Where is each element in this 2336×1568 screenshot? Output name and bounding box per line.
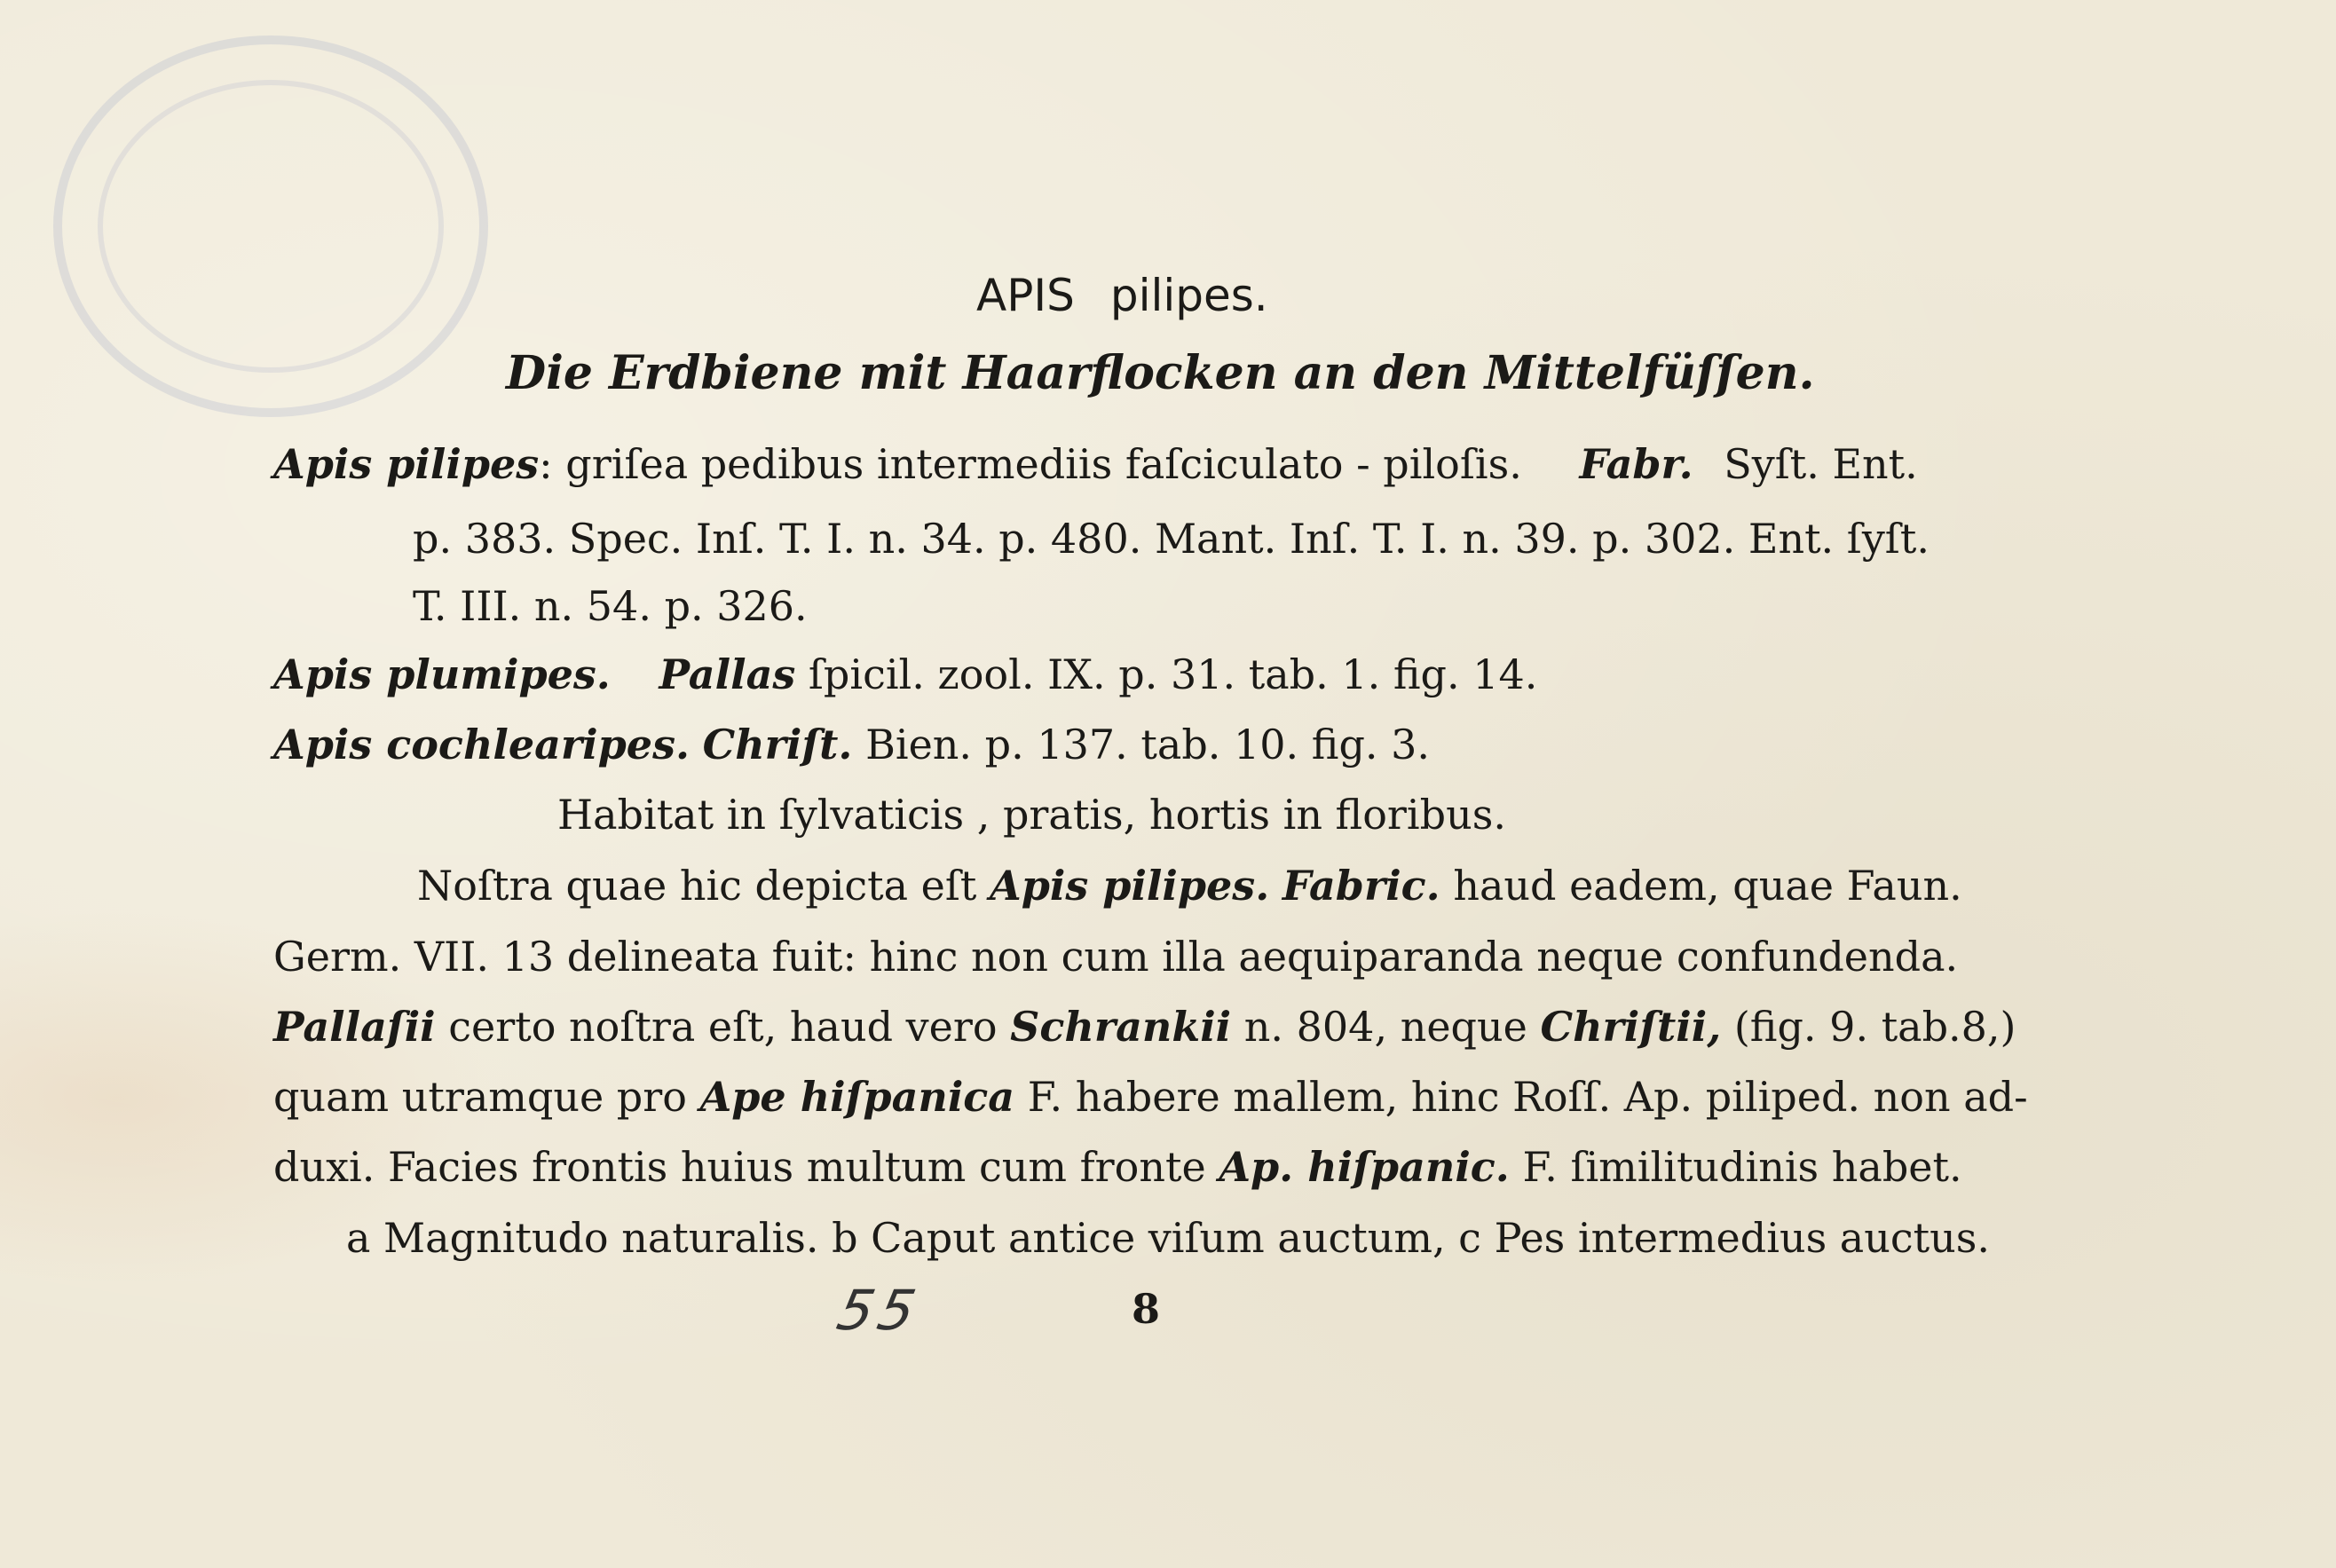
body-line-5: duxi. Facies frontis huius multum cum fronte Ap. hiſpanic. F. ſimilitudinis habet. [273, 1143, 1962, 1191]
body-line-2: Germ. VII. 13 delineata fuit: hinc non cum illa aequiparanda neque confundenda. [273, 933, 1959, 981]
habitat-line: Habitat in ſylvaticis , pratis, hortis in floribus. [557, 791, 1506, 839]
page-number: 8 [1132, 1285, 1161, 1333]
figure-captions: a Magnitudo naturalis. b Caput antice viſum auctum, c Pes intermedius auctus. [346, 1214, 1990, 1262]
synonym-line-3: T. III. n. 54. p. 326. [413, 582, 808, 630]
synonym-line-2: p. 383. Spec. Inſ. T. I. n. 34. p. 480. Mant. Inſ. T. I. n. 39. p. 302. Ent. ſyſt. [413, 515, 1930, 563]
page-subtitle: Die Erdbiene mit Haarflocken an den Mittelfüſſen. [506, 346, 1815, 400]
body-line-4: quam utramque pro Ape hiſpanica F. habere mallem, hinc Roſſ. Ap. piliped. non ad- [273, 1073, 2028, 1121]
title-species: pilipes. [1109, 270, 1268, 321]
synonym-plumipes: Apis plumipes. Pallas ſpicil. zool. IX. p. 31. tab. 1. fig. 14. [273, 650, 1538, 698]
body-line-3: Pallaſii certo noſtra eſt, haud vero Schrankii n. 804, neque Chriſtii, (fig. 9. tab.8,) [273, 1003, 2016, 1051]
page-title [976, 270, 1268, 321]
synonym-text: : griſea pedibus intermediis faſciculato - piloſis. [539, 440, 1522, 488]
synonym-cochlearipes: Apis cochlearipes. Chriſt. Bien. p. 137. tab. 10. fig. 3. [273, 721, 1431, 768]
library-stamp [53, 35, 488, 417]
synonym-line-1: Apis pilipes: griſea pedibus intermediis faſciculato - piloſis. Fabr. Syſt. Ent. [273, 440, 1918, 488]
handwritten-number: 55 [832, 1278, 927, 1343]
synonym-name: Apis pilipes [273, 440, 540, 488]
body-line-1: Noſtra quae hic depicta eſt Apis pilipes. Fabric. haud eadem, quae Faun. [417, 862, 1962, 910]
title-genus: APIS [976, 270, 1075, 321]
